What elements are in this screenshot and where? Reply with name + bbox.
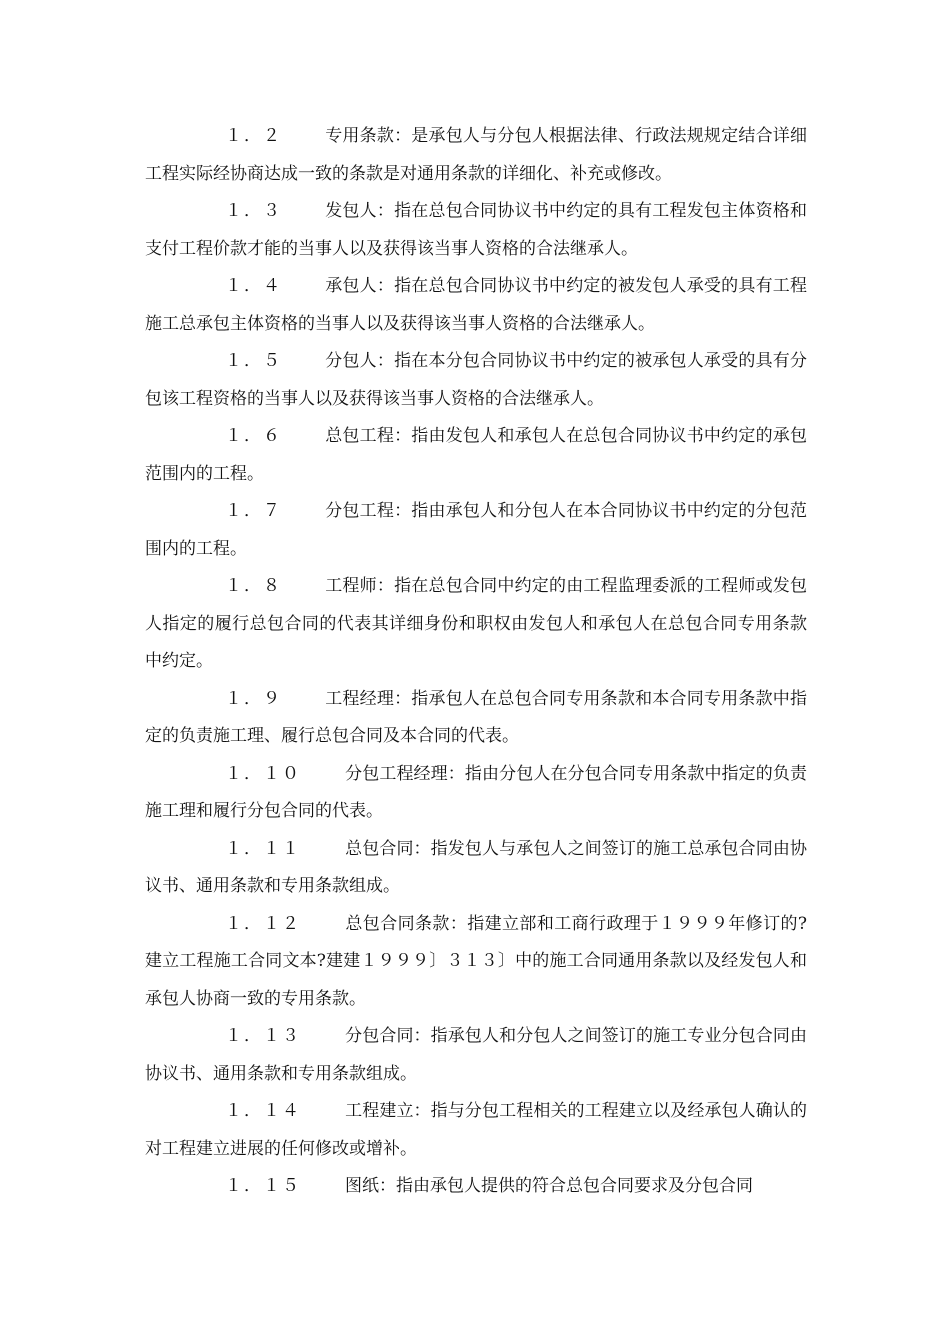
clause-number: １．１３ — [225, 1026, 301, 1046]
clause-number: １．１４ — [225, 1101, 301, 1121]
clause-1-14 — [145, 1093, 807, 1168]
clause-text: 发包人：指在总包合同协议书中约定的具有工程发包主体资格和支付工程价款才能的当事人以及获得该当事人资格的合法继承人。 — [145, 201, 807, 259]
clause-number: １．１２ — [225, 913, 301, 934]
clause-text: 工程经理：指承包人在总包合同专用条款和本合同专用条款中指定的负责施工理、履行总包合同及本合同的代表。 — [145, 688, 807, 746]
clause-text: 分包人：指在本分包合同协议书中约定的被承包人承受的具有分包该工程资格的当事人以及获得该当事人资格的合法继承人。 — [145, 351, 807, 409]
clause-text: 总包合同：指发包人与承包人之间签订的施工总承包合同由协议书、通用条款和专用条款组成。 — [145, 838, 807, 896]
clause-number: １．１５ — [225, 1176, 301, 1196]
clause-1-9 — [145, 681, 807, 756]
clause-number: １．１０ — [225, 763, 301, 784]
clause-number: １．３ — [225, 201, 282, 221]
clause-number: １．９ — [225, 688, 282, 709]
clause-1-5 — [145, 343, 807, 418]
clause-1-7 — [145, 493, 807, 568]
clause-number: １．６ — [225, 426, 282, 446]
clause-1-13 — [145, 1018, 807, 1093]
clause-number: １．２ — [225, 126, 282, 146]
clause-text: 图纸：指由承包人提供的符合总包合同要求及分包合同 — [345, 1176, 753, 1196]
clause-1-6 — [145, 418, 807, 493]
clause-number: １．７ — [225, 501, 282, 521]
clause-1-3 — [145, 193, 807, 268]
clause-1-12 — [145, 906, 807, 1019]
clause-list — [145, 118, 807, 1206]
clause-text: 分包工程经理：指由分包人在分包合同专用条款中指定的负责施工理和履行分包合同的代表。 — [145, 763, 807, 821]
clause-text: 分包合同：指承包人和分包人之间签订的施工专业分包合同由协议书、通用条款和专用条款组成。 — [145, 1026, 807, 1084]
clause-number: １．４ — [225, 276, 282, 296]
clause-number: １．８ — [225, 576, 282, 596]
clause-text: 总包工程：指由发包人和承包人在总包合同协议书中约定的承包范围内的工程。 — [145, 426, 807, 484]
clause-1-8 — [145, 568, 807, 681]
clause-text: 承包人：指在总包合同协议书中约定的被发包人承受的具有工程施工总承包主体资格的当事人以及获得该当事人资格的合法继承人。 — [145, 276, 807, 334]
clause-text: 总包合同条款：指建立部和工商行政理于１９９９年修订的?建立工程施工合同文本?建建１９９９〕３１３〕中的施工合同通用条款以及经发包人和承包人协商一致的专用条款。 — [145, 913, 807, 1009]
clause-1-10 — [145, 756, 807, 831]
clause-1-4 — [145, 268, 807, 343]
clause-number: １．１１ — [225, 838, 301, 859]
clause-text: 分包工程：指由承包人和分包人在本合同协议书中约定的分包范围内的工程。 — [145, 501, 807, 559]
clause-1-2 — [145, 118, 807, 193]
clause-text: 专用条款：是承包人与分包人根据法律、行政法规规定结合详细工程实际经协商达成一致的条款是对通用条款的详细化、补充或修改。 — [145, 126, 807, 184]
clause-1-11 — [145, 831, 807, 906]
clause-number: １．５ — [225, 351, 282, 371]
clause-1-15 — [145, 1168, 807, 1206]
clause-text: 工程建立：指与分包工程相关的工程建立以及经承包人确认的对工程建立进展的任何修改或增补。 — [145, 1101, 807, 1159]
clause-text: 工程师：指在总包合同中约定的由工程监理委派的工程师或发包人指定的履行总包合同的代表其详细身份和职权由发包人和承包人在总包合同专用条款中约定。 — [145, 576, 807, 671]
